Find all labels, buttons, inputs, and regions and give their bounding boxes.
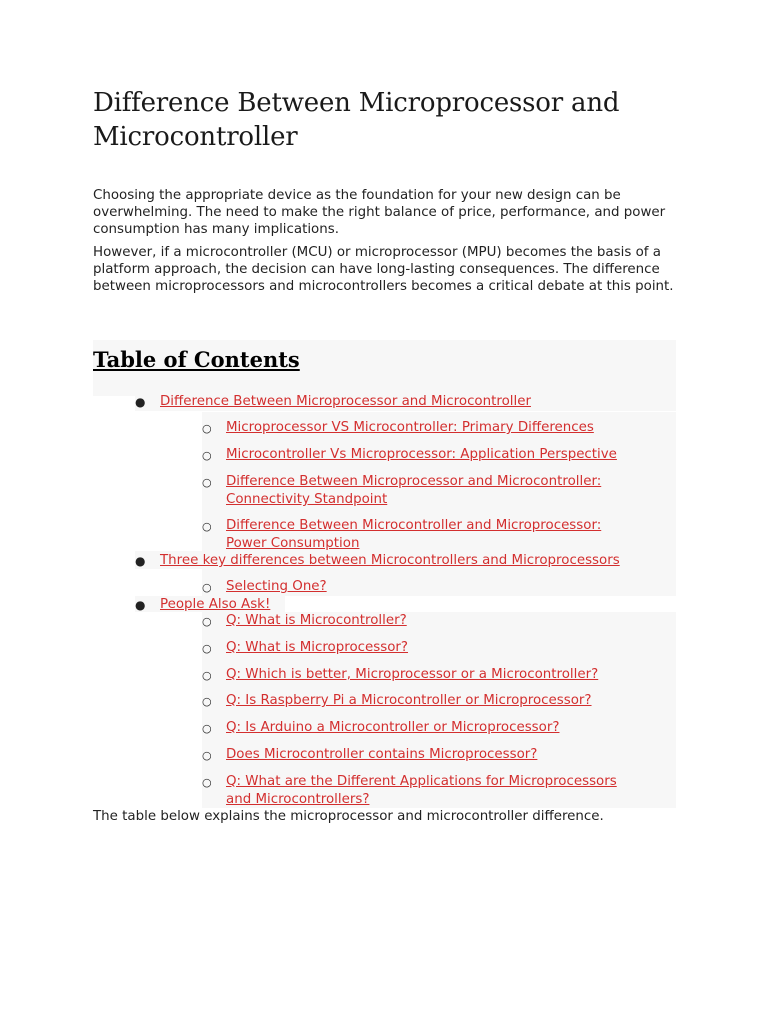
intro-paragraph-2: However, if a microcontroller (MCU) or microprocessor (MPU) becomes the basis of a platform approach, the decision can have long-lasting consequences. The difference between microprocessors and microcontrollers becomes a critical debate at this point.: [93, 245, 674, 294]
bullet-circle: ○: [202, 449, 212, 462]
bullet-circle: ○: [202, 476, 212, 489]
bullet-disc: ●: [135, 598, 146, 612]
toc-link-difference-mpu-mcu[interactable]: Difference Between Microprocessor and Microcontroller: [160, 394, 531, 409]
table-intro-text: The table below explains the microprocessor and microcontroller difference.: [93, 809, 604, 824]
toc-link-applications-line1[interactable]: Q: What are the Different Applications for Microprocessors: [226, 774, 617, 789]
toc-link-selecting-one[interactable]: Selecting One?: [226, 579, 327, 594]
toc-link-what-is-microcontroller[interactable]: Q: What is Microcontroller?: [226, 613, 407, 628]
toc-link-three-key-differences[interactable]: Three key differences between Microcontrollers and Microprocessors: [160, 553, 620, 568]
bullet-circle: ○: [202, 422, 212, 435]
bullet-circle: ○: [202, 520, 212, 533]
toc-link-what-is-microprocessor[interactable]: Q: What is Microprocessor?: [226, 640, 409, 655]
toc-link-which-is-better[interactable]: Q: Which is better, Microprocessor or a Microcontroller?: [226, 667, 599, 682]
bullet-circle: ○: [202, 581, 212, 594]
toc-link-power-consumption-line1[interactable]: Difference Between Microcontroller and Microprocessor:: [226, 518, 602, 533]
bullet-circle: ○: [202, 776, 212, 789]
bullet-circle: ○: [202, 722, 212, 735]
toc-link-arduino[interactable]: Q: Is Arduino a Microcontroller or Microprocessor?: [226, 720, 560, 735]
toc-link-primary-differences[interactable]: Microprocessor VS Microcontroller: Primary Differences: [226, 420, 594, 435]
toc-link-applications-line2[interactable]: and Microcontrollers?: [226, 792, 370, 807]
bullet-circle: ○: [202, 669, 212, 682]
bullet-circle: ○: [202, 695, 212, 708]
toc-title: Table of Contents: [93, 347, 300, 372]
toc-link-application-perspective[interactable]: Microcontroller Vs Microprocessor: Application Perspective: [226, 447, 617, 462]
toc-link-power-consumption-line2[interactable]: Power Consumption: [226, 536, 360, 551]
bullet-disc: ●: [135, 395, 146, 409]
intro-paragraph-1: Choosing the appropriate device as the foundation for your new design can be overwhelming. The need to make the right balance of price, performance, and power consumption has many implications.: [93, 188, 666, 237]
bullet-circle: ○: [202, 615, 212, 628]
page-title: Difference Between Microprocessor and Microcontroller: [93, 88, 620, 152]
toc-link-mcu-contains-mpu[interactable]: Does Microcontroller contains Microprocessor?: [226, 747, 538, 762]
toc-link-connectivity-standpoint-line1[interactable]: Difference Between Microprocessor and Microcontroller:: [226, 474, 602, 489]
toc-link-connectivity-standpoint-line2[interactable]: Connectivity Standpoint: [226, 492, 388, 507]
bullet-circle: ○: [202, 642, 212, 655]
toc-link-people-also-ask[interactable]: People Also Ask!: [160, 597, 271, 612]
bullet-circle: ○: [202, 749, 212, 762]
toc-link-raspberry-pi[interactable]: Q: Is Raspberry Pi a Microcontroller or Microprocessor?: [226, 693, 592, 708]
bullet-disc: ●: [135, 554, 146, 568]
